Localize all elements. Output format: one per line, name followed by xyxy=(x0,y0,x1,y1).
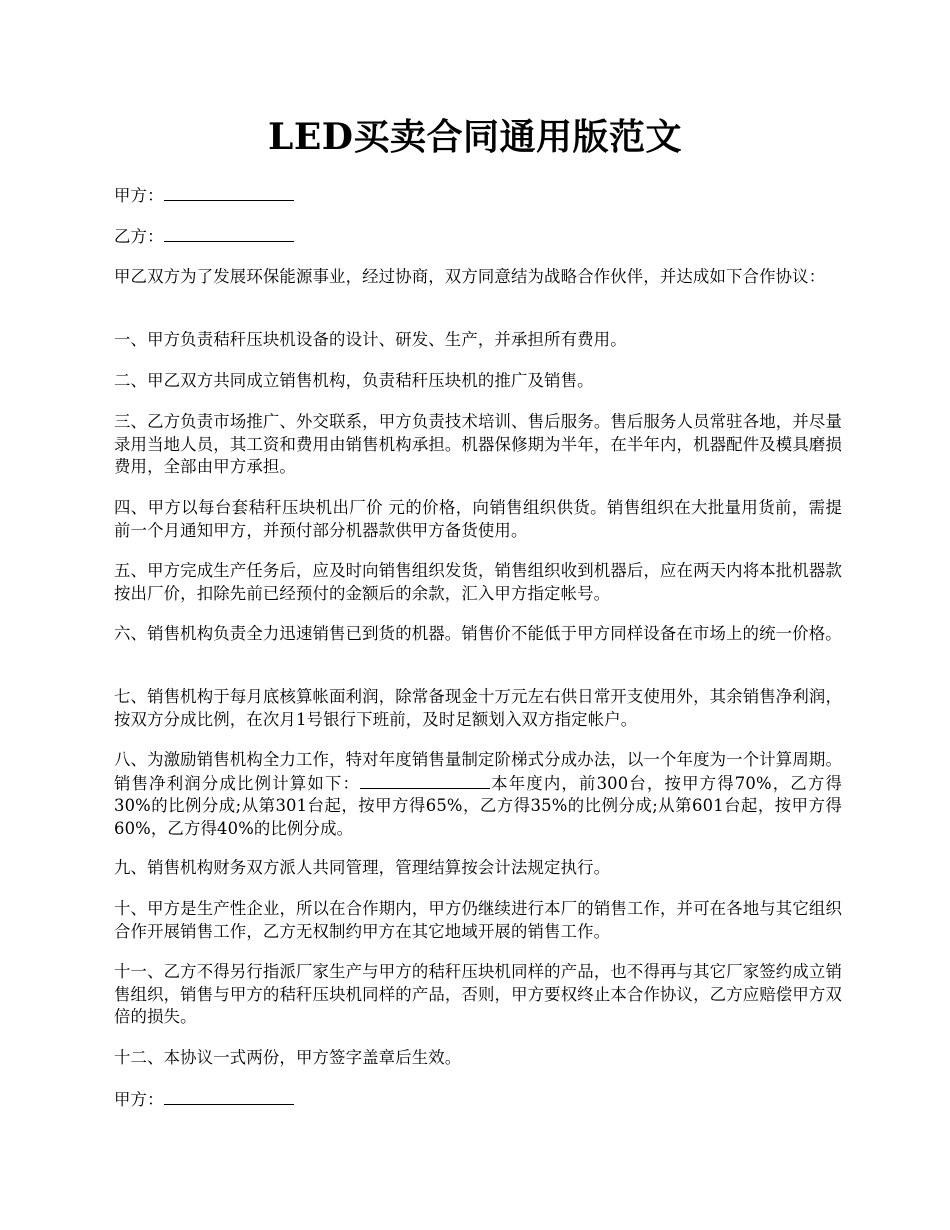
clause-6: 六、销售机构负责全力迅速销售已到货的机器。销售价不能低于甲方同样设备在市场上的统一价格。 xyxy=(114,624,842,643)
closing-party-a-line xyxy=(114,1088,842,1112)
document-title: LED买卖合同通用版范文 xyxy=(268,116,682,158)
clause-11: 十一、乙方不得另行指派厂家生产与甲方的秸秆压块机同样的产品，也不得再与其它厂家签约成立销售组织，销售与甲方的秸秆压块机同样的产品，否则，甲方要权终止本合作协议，乙方应赔偿甲方双倍的损失。 xyxy=(114,962,842,1026)
clause-10: 十、甲方是生产性企业，所以在合作期内，甲方仍继续进行本厂的销售工作，并可在各地与其它组织合作开展销售工作，乙方无权制约甲方在其它地域开展的销售工作。 xyxy=(114,899,842,941)
closing-party-a-label: 甲方： xyxy=(114,1090,164,1109)
clause-4: 四、甲方以每台套秸秆压块机出厂价 元的价格，向销售组织供货。销售组织在大批量用货前，需提前一个月通知甲方，并预付部分机器款供甲方备货使用。 xyxy=(114,498,842,540)
party-a-blank xyxy=(164,184,294,201)
intro-paragraph: 甲乙双方为了发展环保能源事业，经过协商，双方同意结为战略合作伙伴，并达成如下合作协议： xyxy=(114,267,826,286)
clause-8-part-1: 八、为激励销售机构全力工作，特对年度销售量制定阶梯式分成办法，以一个年度为一个计算周期。销售净利润分成比例计算如下： xyxy=(114,750,842,793)
party-a-label: 甲方： xyxy=(114,186,164,205)
clause-5: 五、甲方完成生产任务后，应及时向销售组织发货，销售组织收到机器后，应在两天内将本批机器款按出厂价，扣除先前已经预付的金额后的余款，汇入甲方指定帐号。 xyxy=(114,561,842,603)
party-a-line xyxy=(114,184,842,208)
party-b-blank xyxy=(164,225,294,242)
clause-9: 九、销售机构财务双方派人共同管理，管理结算按会计法规定执行。 xyxy=(114,858,611,877)
clause-2: 二、甲乙双方共同成立销售机构，负责秸秆压块机的推广及销售。 xyxy=(114,371,594,390)
clause-8-part-2: 本年度内，前300台，按甲方得70%，乙方得30%的比例分成;从第301台起，按甲方得65%，乙方得35%的比例分成;从第601台起，按甲方得60%，乙方得40%的比例分成。 xyxy=(114,773,842,838)
closing-party-a-blank xyxy=(164,1088,294,1105)
clause-7: 七、销售机构于每月底核算帐面利润，除常备现金十万元左右供日常开支使用外，其余销售净利润，按双方分成比例，在次月1号银行下班前，及时足额划入双方指定帐户。 xyxy=(114,687,842,729)
party-b-line xyxy=(114,225,842,249)
clause-8 xyxy=(114,749,842,840)
clause-12: 十二、本协议一式两份，甲方签字盖章后生效。 xyxy=(114,1048,462,1067)
party-b-label: 乙方： xyxy=(114,227,164,246)
clause-1: 一、甲方负责秸秆压块机设备的设计、研发、生产，并承担所有费用。 xyxy=(114,330,627,349)
clause-8-blank xyxy=(360,772,490,789)
clause-3: 三、乙方负责市场推广、外交联系，甲方负责技术培训、售后服务。售后服务人员常驻各地，并尽量录用当地人员，其工资和费用由销售机构承担。机器保修期为半年，在半年内，机器配件及模具磨损费用，全部由甲方承担。 xyxy=(114,412,842,476)
